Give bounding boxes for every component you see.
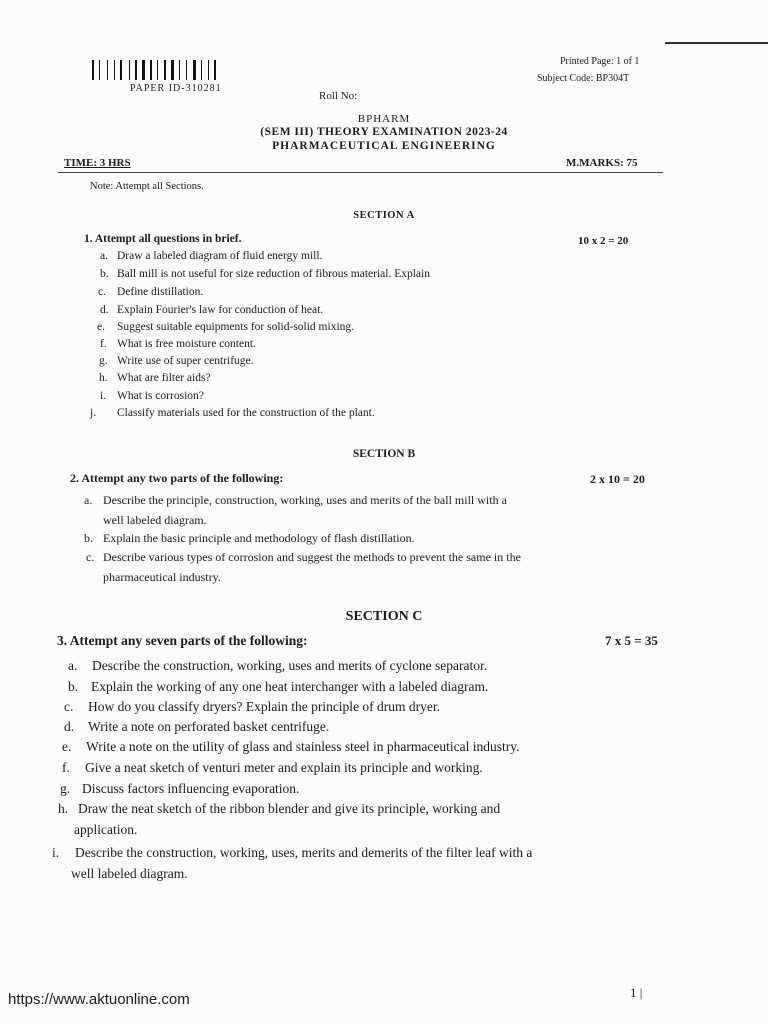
list-item-label: i.: [52, 845, 60, 860]
list-item: Describe various types of corrosion and suggest the methods to prevent the same in the: [103, 550, 521, 564]
roll-no-label: Roll No:: [319, 90, 358, 102]
list-item: How do you classify dryers? Explain the principle of drum dryer.: [88, 699, 441, 714]
question-3: 3. Attempt any seven parts of the following:: [57, 633, 308, 648]
list-item: Describe the construction, working, uses, merits and demerits of the filter leaf with a: [75, 845, 533, 860]
exam-title: (SEM III) THEORY EXAMINATION 2023-24: [260, 126, 508, 138]
list-item-label: h.: [58, 801, 69, 816]
list-item: Explain Fourier's law for conduction of heat.: [117, 304, 324, 316]
section-b-title: SECTION B: [352, 448, 416, 460]
list-item-label: c.: [64, 699, 74, 714]
page-number: 1 |: [630, 985, 643, 1000]
note: Note: Attempt all Sections.: [90, 181, 204, 192]
list-item-label: i.: [100, 390, 107, 402]
section-a-title: SECTION A: [353, 210, 415, 221]
list-item-continuation: pharmaceutical industry.: [103, 570, 221, 584]
list-item: Suggest suitable equipments for solid-solid mixing.: [117, 321, 355, 333]
list-item-label: a.: [100, 250, 108, 262]
list-item-label: d.: [100, 304, 109, 316]
list-item: Describe the construction, working, uses and merits of cyclone separator.: [92, 658, 488, 673]
list-item-label: b.: [100, 268, 109, 280]
list-item-label: h.: [99, 372, 108, 384]
list-item-label: b.: [68, 679, 79, 694]
subject-title: PHARMACEUTICAL ENGINEERING: [272, 140, 496, 152]
list-item-label: a.: [68, 658, 78, 673]
list-item-label: j.: [90, 407, 97, 419]
question-3-marks: 7 x 5 = 35: [605, 633, 658, 648]
list-item-label: c.: [98, 286, 106, 298]
list-item-label: e.: [62, 739, 72, 754]
list-item: Discuss factors influencing evaporation.: [82, 781, 300, 796]
list-item: Draw the neat sketch of the ribbon blender and give its principle, working and: [78, 801, 501, 816]
question-1: 1. Attempt all questions in brief.: [84, 233, 242, 245]
list-item-label: f.: [100, 338, 107, 350]
list-item-label: f.: [62, 760, 70, 775]
max-marks: M.MARKS: 75: [566, 157, 638, 169]
list-item: What are filter aids?: [117, 372, 211, 384]
barcode: [92, 50, 292, 84]
list-item: What is free moisture content.: [117, 338, 256, 350]
question-1-marks: 10 x 2 = 20: [578, 235, 629, 247]
list-item-label: g.: [60, 781, 71, 796]
list-item: Write a note on perforated basket centrifuge.: [88, 719, 330, 734]
list-item: Give a neat sketch of venturi meter and explain its principle and working.: [85, 760, 483, 775]
footer-url[interactable]: https://www.aktuonline.com: [8, 991, 190, 1008]
list-item-label: b.: [84, 531, 93, 545]
list-item-continuation: well labeled diagram.: [103, 513, 207, 527]
list-item-label: e.: [97, 321, 105, 333]
list-item-label: g.: [99, 355, 108, 367]
list-item: Explain the basic principle and methodology of flash distillation.: [103, 531, 415, 545]
list-item: Draw a labeled diagram of fluid energy mill.: [117, 250, 323, 262]
time-label: TIME: 3 HRS: [64, 157, 131, 169]
list-item: Define distillation.: [117, 286, 204, 298]
list-item: Ball mill is not useful for size reduction of fibrous material. Explain: [117, 268, 430, 280]
question-2-marks: 2 x 10 = 20: [590, 472, 645, 486]
list-item: Classify materials used for the construction of the plant.: [117, 407, 375, 419]
list-item-label: c.: [86, 550, 95, 564]
list-item-continuation: well labeled diagram.: [71, 866, 188, 881]
top-rule: [665, 42, 768, 44]
list-item-label: a.: [84, 493, 93, 507]
header-divider: [58, 172, 663, 173]
paper-id: PAPER ID-310281: [130, 83, 222, 94]
list-item: What is corrosion?: [117, 390, 204, 402]
list-item: Explain the working of any one heat interchanger with a labeled diagram.: [91, 679, 489, 694]
program-name: BPHARM: [357, 113, 411, 125]
list-item: Write a note on the utility of glass and stainless steel in pharmaceutical industry.: [86, 739, 520, 754]
printed-page: Printed Page: 1 of 1: [560, 56, 640, 67]
question-2: 2. Attempt any two parts of the following:: [70, 471, 284, 485]
section-c-title: SECTION C: [345, 609, 423, 624]
list-item-label: d.: [64, 719, 75, 734]
subject-code: Subject Code: BP304T: [537, 73, 630, 84]
list-item-continuation: application.: [74, 822, 138, 837]
list-item: Describe the principle, construction, working, uses and merits of the ball mill with a: [103, 493, 507, 507]
list-item: Write use of super centrifuge.: [117, 355, 254, 367]
